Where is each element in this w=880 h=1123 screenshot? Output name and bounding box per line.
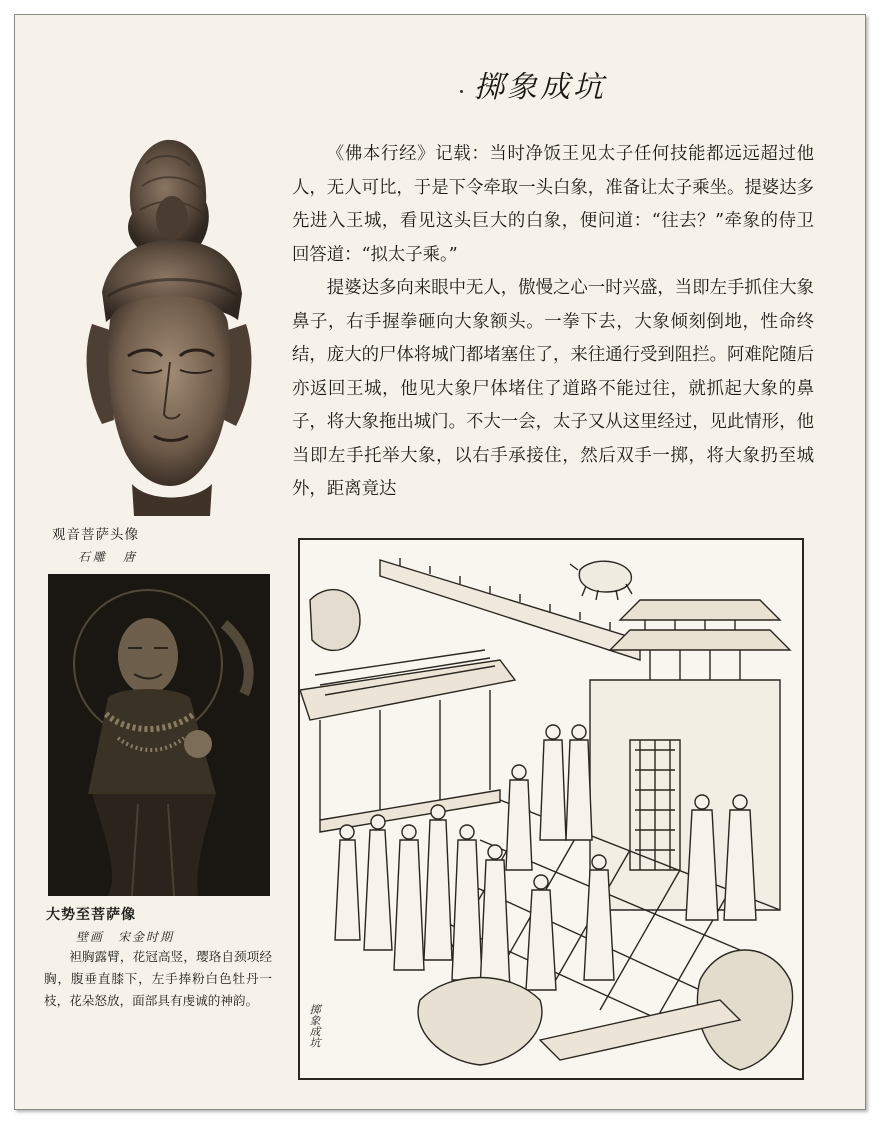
figure1-caption: 观音菩萨头像: [52, 527, 139, 543]
mural-photo: [48, 574, 270, 896]
figure2-subcaption: 壁画 宋金时期: [76, 930, 175, 944]
figure2-description: 袒胸露臂，花冠高竖，璎珞自颈项经胸，腹垂直膝下，左手捧粉白色牡丹一枝，花朵怒放，面部具有虔诚的神韵。: [44, 949, 272, 1008]
paragraph-2: 提婆达多向来眼中无人，傲慢之心一时兴盛，当即左手抓住大象鼻子，右手握拳砸向大象额头。一拳下去，大象倾刻倒地，性命终结，庞大的尸体将城门都堵塞住了，来往通行受到阻拦。阿难陀随后亦返回王城，他见大象尸体堵住了道路不能过往，就抓起大象的鼻子，将大象拖出城门。不大一会，太子又从这里经过，见此情形，他当即左手托举大象，以右手承接住，然后双手一掷，将大象扔至城外，距离竟达: [292, 278, 814, 499]
stone-head-photo: [62, 124, 262, 516]
paragraph-1: 《佛本行经》记载：当时净饭王见太子任何技能都远远超过他人，无人可比，于是下令牵取一头白象，准备让太子乘坐。提婆达多先进入王城，看见这头巨大的白象，便问道：“往去？”牵象的侍卫回答道：“拟太子乘。”: [292, 144, 814, 265]
page-title: 掷象成坑: [474, 70, 606, 105]
article-body: [292, 138, 814, 540]
illustration-drawing: [300, 540, 802, 1078]
woodblock-illustration: [298, 538, 804, 1080]
title-ornament: [460, 90, 463, 93]
figure2-caption: 大势至菩萨像: [46, 907, 136, 923]
figure1-subcaption: 石雕 唐: [78, 550, 139, 564]
illustration-caption: 掷象成坑: [308, 1004, 321, 1048]
